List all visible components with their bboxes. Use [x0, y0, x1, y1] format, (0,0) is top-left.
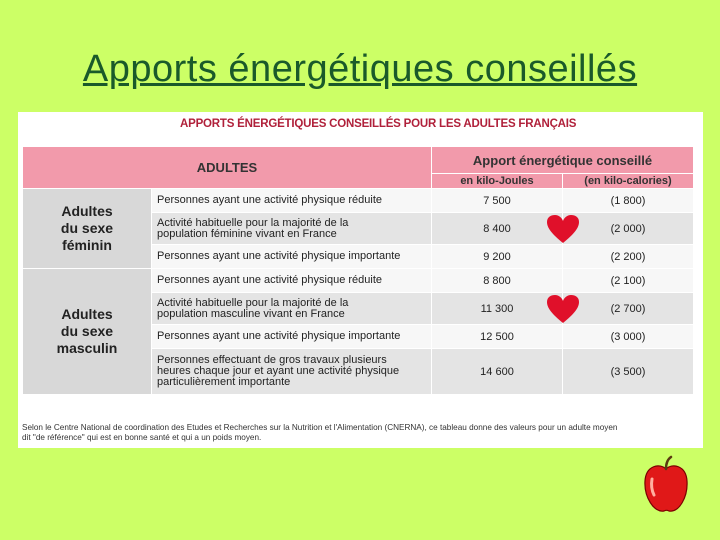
slide-title: Apports énergétiques conseillés	[82, 48, 638, 90]
kcal-value: (3 000)	[563, 325, 694, 349]
activity-description-line: population masculine vivant en France	[157, 307, 345, 320]
group-label-line: du sexe	[60, 323, 114, 339]
energy-table	[22, 146, 694, 395]
activity-description-line: Personnes ayant une activité physique réduite	[157, 194, 383, 206]
heart-icon	[546, 294, 580, 324]
heart-icon	[546, 214, 580, 244]
activity-description	[152, 213, 432, 245]
activity-description-line: Activité habituelle pour la majorité de la	[157, 296, 349, 309]
kj-value: 9 200	[432, 245, 563, 269]
activity-description	[152, 325, 432, 349]
activity-description-line: Personnes ayant une activité physique réduite	[157, 274, 383, 286]
table-row	[23, 269, 694, 293]
activity-description-line: Personnes ayant une activité physique importante	[157, 330, 401, 342]
group-label	[23, 269, 152, 395]
activity-description-line: Personnes ayant une activité physique importante	[157, 250, 401, 262]
group-label-line: Adultes	[61, 306, 113, 322]
kcal-value: (2 200)	[563, 245, 694, 269]
kj-value: 12 500	[432, 325, 563, 349]
kj-value: 11 300	[432, 293, 563, 325]
header-apport: Apport énergétique conseillé	[432, 147, 694, 174]
kcal-value: (3 500)	[563, 349, 694, 395]
kcal-value: (2 000)	[563, 213, 694, 245]
activity-description-line: Activité habituelle pour la majorité de la	[157, 216, 349, 229]
kcal-value: (2 700)	[563, 293, 694, 325]
table-row	[23, 189, 694, 213]
activity-description-line: heures chaque jour et ayant une activité physique	[157, 365, 400, 377]
activity-description	[152, 293, 432, 325]
group-label-line: du sexe	[60, 220, 114, 236]
header-kj: en kilo-Joules	[432, 174, 563, 189]
activity-description-line: population féminine vivant en France	[157, 227, 337, 240]
activity-description	[152, 189, 432, 213]
activity-description	[152, 245, 432, 269]
activity-description	[152, 269, 432, 293]
activity-description-line: particulièrement importante	[157, 376, 291, 388]
source-note-line: dit "de référence" qui est en bonne santé et qui a un poids moyen.	[22, 433, 262, 442]
table-title: APPORTS ÉNERGÉTIQUES CONSEILLÉS POUR LES ADULTES FRANÇAIS	[180, 118, 577, 130]
activity-description	[152, 349, 432, 395]
group-label-line: masculin	[56, 340, 118, 356]
kcal-value: (2 100)	[563, 269, 694, 293]
source-note	[22, 423, 698, 443]
source-note-line: Selon le Centre National de coordination des Etudes et Recherches sur la Nutrition et l'Alimentation (CNERNA), ce tableau donne des valeurs pour un adulte moyen	[22, 423, 618, 432]
group-label-line: féminin	[62, 237, 112, 253]
kj-value: 8 400	[432, 213, 563, 245]
kj-value: 8 800	[432, 269, 563, 293]
header-kcal: (en kilo-calories)	[563, 174, 694, 189]
kj-value: 14 600	[432, 349, 563, 395]
header-adultes: ADULTES	[23, 147, 432, 189]
group-label-line: Adultes	[61, 203, 113, 219]
apple-icon	[640, 455, 692, 515]
group-label	[23, 189, 152, 269]
kj-value: 7 500	[432, 189, 563, 213]
kcal-value: (1 800)	[563, 189, 694, 213]
scanned-table-image	[18, 112, 703, 448]
activity-description-line: Personnes effectuant de gros travaux plusieurs	[157, 354, 387, 366]
